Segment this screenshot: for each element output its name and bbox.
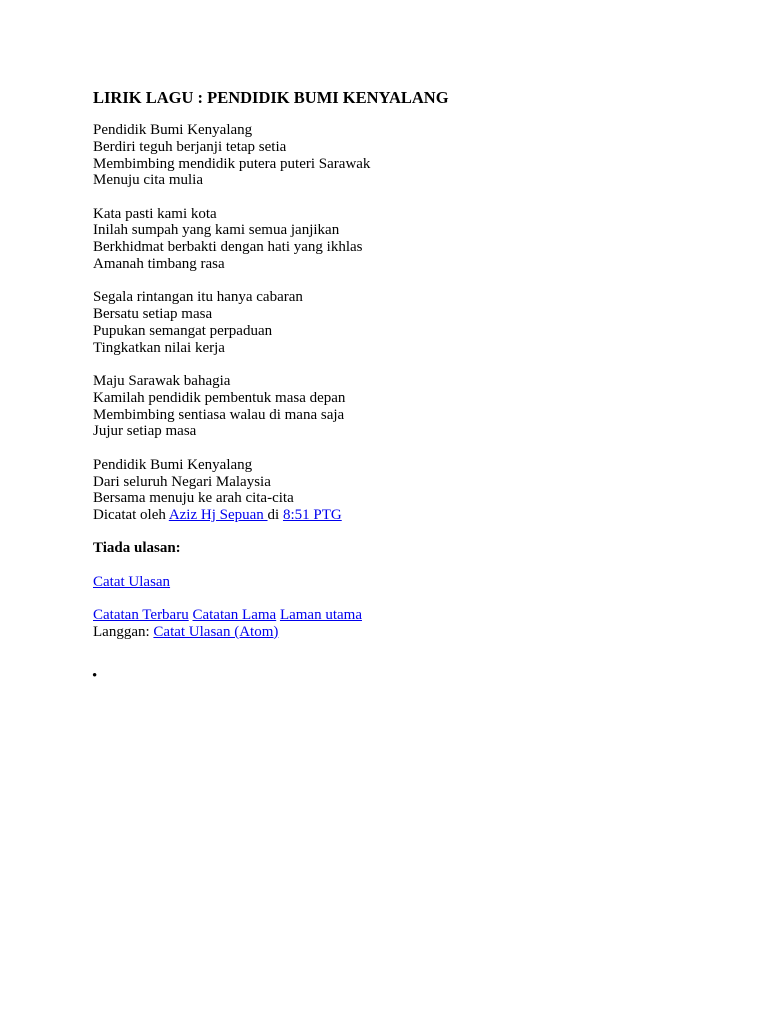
lyric-line: Bersama menuju ke arah cita-cita bbox=[93, 490, 294, 507]
lyrics-stanza-4 bbox=[93, 373, 733, 440]
lyric-line: Pendidik Bumi Kenyalang bbox=[93, 456, 253, 473]
subscribe-atom-link[interactable]: Catat Ulasan (Atom) bbox=[153, 623, 279, 640]
subscribe-line bbox=[93, 624, 733, 641]
comments-heading: Tiada ulasan: bbox=[93, 540, 181, 557]
list-bullet: • bbox=[92, 668, 98, 684]
timestamp-link[interactable]: 8:51 PTG bbox=[282, 507, 342, 524]
lyric-line: Bersatu setiap masa bbox=[93, 306, 213, 323]
lyric-line: Tingkatkan nilai kerja bbox=[93, 339, 225, 356]
lyric-line: Dari seluruh Negari Malaysia bbox=[93, 473, 271, 490]
lyric-line: Inilah sumpah yang kami semua janjikan bbox=[93, 222, 340, 239]
lyrics-stanza-3 bbox=[93, 289, 733, 356]
older-posts-link[interactable]: Catatan Lama bbox=[192, 607, 277, 624]
add-comment-section bbox=[93, 574, 733, 591]
lyric-line: Segala rintangan itu hanya cabaran bbox=[93, 289, 303, 306]
lyrics-stanza-2 bbox=[93, 206, 733, 273]
lyric-line: Kata pasti kami kota bbox=[93, 205, 217, 222]
lyric-line: Pupukan semangat perpaduan bbox=[93, 322, 273, 339]
add-comment-link[interactable]: Catat Ulasan bbox=[93, 573, 171, 590]
lyric-line: Membimbing sentiasa walau di mana saja bbox=[93, 406, 345, 423]
newer-posts-link[interactable]: Catatan Terbaru bbox=[93, 607, 189, 624]
post-title: LIRIK LAGU : PENDIDIK BUMI KENYALANG bbox=[93, 88, 449, 107]
author-link[interactable]: Aziz Hj Sepuan bbox=[168, 507, 268, 524]
lyric-line: Pendidik Bumi Kenyalang bbox=[93, 122, 253, 138]
lyric-line: Maju Sarawak bahagia bbox=[93, 373, 231, 390]
lyric-line: Menuju cita mulia bbox=[93, 172, 203, 189]
post-footer bbox=[93, 507, 733, 524]
lyric-line: Amanah timbang rasa bbox=[93, 256, 225, 273]
blog-navigation bbox=[93, 607, 733, 641]
home-link[interactable]: Laman utama bbox=[279, 607, 362, 624]
pager bbox=[93, 607, 733, 624]
lyrics-stanza-1 bbox=[93, 122, 733, 189]
blog-post bbox=[93, 88, 733, 657]
subscribe-prefix: Langgan: bbox=[93, 623, 154, 640]
post-footer-prefix: Dicatat oleh bbox=[93, 507, 169, 524]
post-footer-middle: di bbox=[267, 507, 283, 524]
lyric-line: Kamilah pendidik pembentuk masa depan bbox=[93, 389, 346, 406]
lyric-line: Berdiri teguh berjanji tetap setia bbox=[93, 138, 287, 155]
lyrics-stanza-5 bbox=[93, 457, 733, 524]
lyric-line: Berkhidmat berbakti dengan hati yang ikhlas bbox=[93, 239, 363, 256]
lyric-line: Membimbing mendidik putera puteri Sarawak bbox=[93, 155, 371, 172]
lyric-line: Jujur setiap masa bbox=[93, 423, 197, 440]
